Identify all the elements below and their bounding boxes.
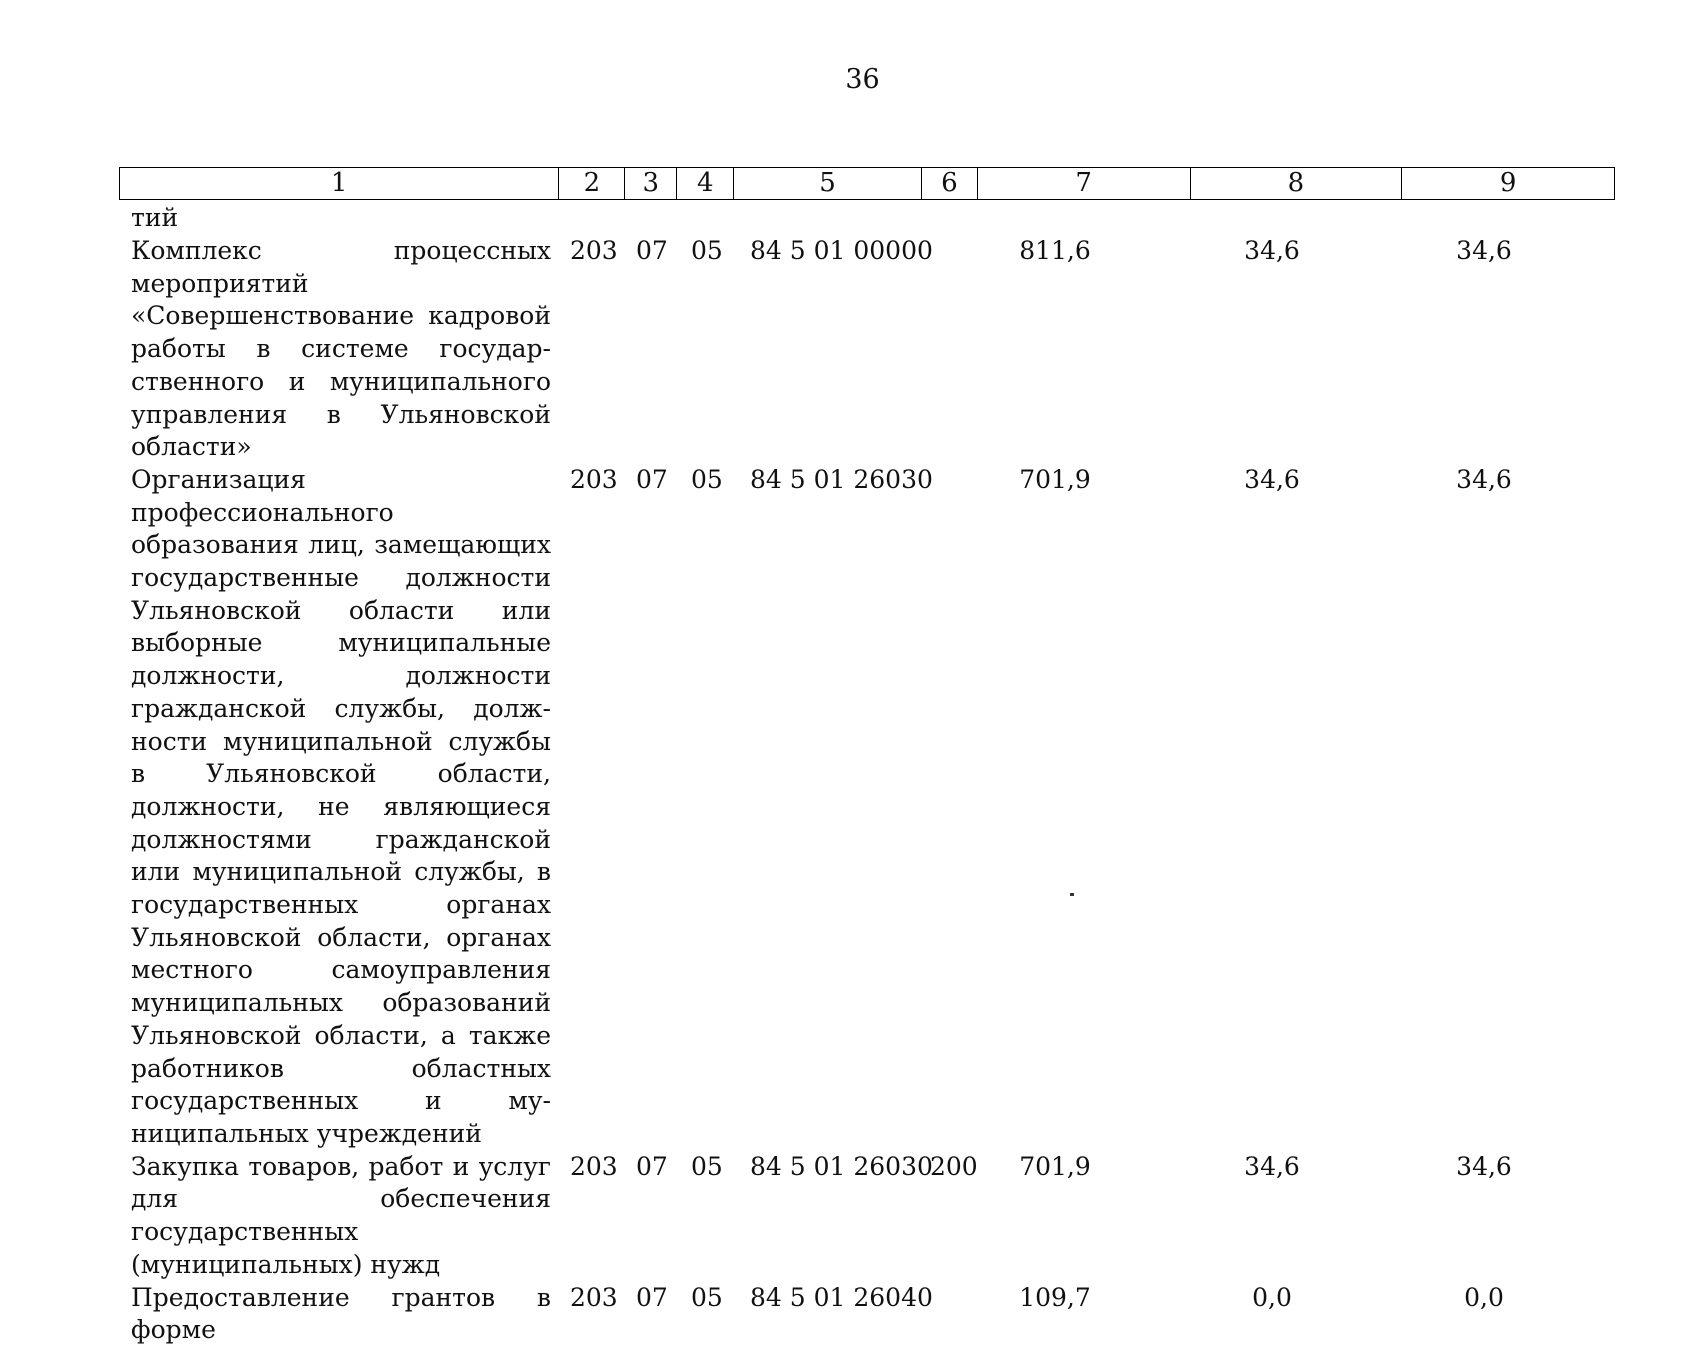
column-header: 1 — [120, 168, 559, 199]
column-header: 6 — [922, 168, 978, 199]
cell-col4: 05 — [691, 1151, 723, 1181]
cell-col3: 07 — [636, 1151, 668, 1181]
cell-col4: 05 — [691, 464, 723, 494]
cell-col5: 84 5 01 26030 — [750, 464, 933, 494]
cell-col7: 701,9 — [1019, 1151, 1091, 1181]
column-header: 7 — [978, 168, 1191, 199]
table-row — [0, 1282, 1696, 1347]
continuation-text: тий — [131, 203, 179, 232]
cell-col7: 109,7 — [1019, 1282, 1091, 1312]
column-header: 8 — [1191, 168, 1403, 199]
cell-col2: 203 — [570, 236, 618, 265]
cell-col8: 34,6 — [1244, 236, 1300, 265]
cell-col5: 84 5 01 26030 — [750, 1151, 933, 1181]
cell-col4: 05 — [691, 1282, 723, 1312]
cell-col5: 84 5 01 00000 — [750, 236, 933, 265]
cell-col7: 811,6 — [1019, 236, 1091, 265]
table-row — [0, 235, 1696, 464]
cell-col7: 701,9 — [1019, 464, 1091, 494]
row-description: Предоставление грантов в форме — [131, 1282, 551, 1345]
column-header: 9 — [1499, 168, 1517, 198]
row-description: Комплекс процессных мероприятий «Совершенствование кадровой работы в системе государственного и муниципального управления в Ульяновской области» — [131, 236, 551, 462]
page-number: 36 — [845, 64, 880, 95]
cell-col8: 0,0 — [1252, 1282, 1292, 1312]
cell-col3: 07 — [636, 464, 668, 494]
column-header: 5 — [734, 168, 922, 199]
table-row — [0, 464, 1696, 1151]
cell-col9: 0,0 — [1464, 1282, 1504, 1312]
scan-speck — [1070, 893, 1074, 896]
cell-col5: 84 5 01 26040 — [750, 1282, 933, 1312]
row-description: Закупка товаров, работ и услуг для обеспечения государственных (муниципальных) нужд — [131, 1151, 551, 1279]
cell-col3: 07 — [636, 1282, 668, 1312]
cell-col8: 34,6 — [1244, 1151, 1300, 1181]
cell-col9: 34,6 — [1456, 1151, 1512, 1181]
cell-col2: 203 — [570, 1151, 618, 1181]
cell-col8: 34,6 — [1244, 464, 1300, 494]
cell-col6: 200 — [930, 1151, 978, 1181]
row-description: Организация профессионального образования лиц, замещающих государственные должности Ульяновской области или выборные муниципальные должности, должности гражданской службы, должности муниципальной службы в Ульяновской области, должности, не являющиеся должностями гражданской или муниципальной службы, в государственных органах Ульяновской области, органах местного самоуправления муниципальных образований Ульяновской области, а также работников областных государственных и муниципальных учреждений — [131, 464, 551, 1148]
cell-col9: 34,6 — [1456, 464, 1512, 494]
column-header: 3 — [625, 168, 677, 199]
cell-col9: 34,6 — [1456, 236, 1512, 265]
column-header: 4 — [677, 168, 734, 199]
table-row — [0, 1151, 1696, 1282]
cell-col4: 05 — [691, 236, 723, 265]
cell-col2: 203 — [570, 464, 618, 494]
table-header — [119, 167, 1615, 200]
table-body — [0, 235, 1696, 1347]
cell-col3: 07 — [636, 236, 668, 265]
cell-col2: 203 — [570, 1282, 618, 1312]
column-header: 2 — [559, 168, 625, 199]
